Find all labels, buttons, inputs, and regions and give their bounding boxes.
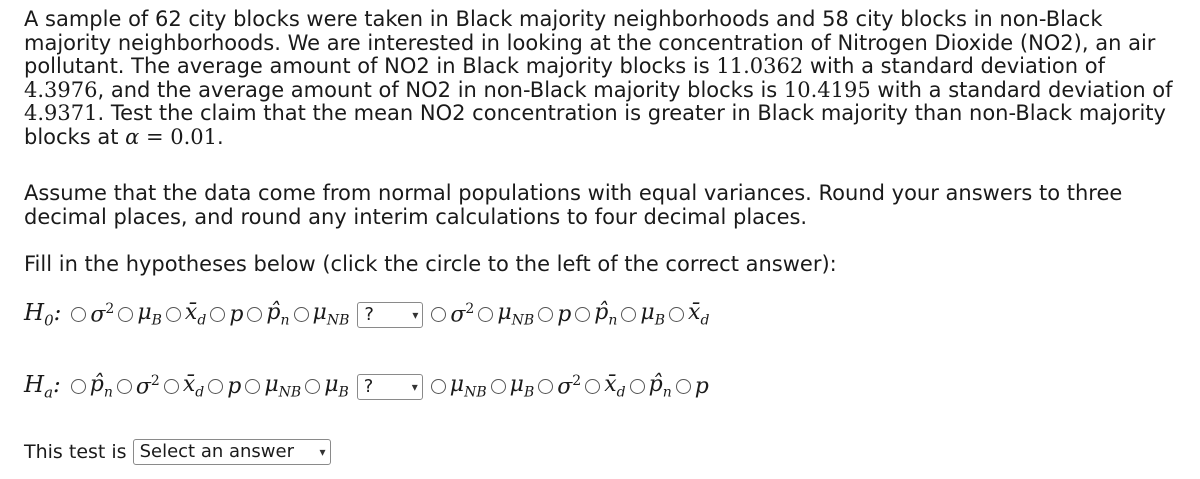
ha-operator-select[interactable] xyxy=(357,374,423,400)
hypothesis-option[interactable] xyxy=(429,372,487,400)
hypothesis-option[interactable] xyxy=(206,374,241,399)
option-symbol: $\sigma^2$ xyxy=(90,301,115,328)
mean-black: 11.0362 xyxy=(716,54,804,78)
option-symbol: $\mu_{NB}$ xyxy=(264,372,302,401)
option-symbol: $p̂_n$ xyxy=(266,300,290,329)
option-symbol: $x̄_d$ xyxy=(184,300,207,329)
hypothesis-option[interactable] xyxy=(476,300,534,328)
instruction-text: Fill in the hypotheses below (click the circle to the left of the correct answer): xyxy=(24,252,837,276)
chevron-down-icon: ▾ xyxy=(319,444,326,459)
hypothesis-option[interactable] xyxy=(573,300,617,328)
option-symbol: $\mu_B$ xyxy=(324,372,349,401)
ha-operator-value: ? xyxy=(363,376,374,397)
option-symbol: p xyxy=(227,373,242,399)
problem-text: A sample of 62 city blocks were taken in Black majority neighborhoods and 58 city blocks in non-Black majority neighborhoods. We are interested in looking at the concentration of Nitrogen Dioxide (NO2), an air pollutant. The average amount of NO2 in Black majority blocks is xyxy=(24,7,1156,78)
null-hypothesis-row xyxy=(24,297,1184,333)
option-symbol: $x̄_d$ xyxy=(604,372,626,401)
chevron-down-icon: ▾ xyxy=(412,307,419,322)
hypothesis-option[interactable] xyxy=(536,373,581,399)
mean-nonblack: 10.4195 xyxy=(783,77,871,102)
radio-circle-icon[interactable] xyxy=(208,379,223,394)
radio-circle-icon[interactable] xyxy=(245,379,260,394)
radio-circle-icon[interactable] xyxy=(538,307,553,322)
ha-right-options xyxy=(429,372,711,400)
hypothesis-option[interactable] xyxy=(116,300,162,328)
radio-circle-icon[interactable] xyxy=(478,307,493,322)
radio-circle-icon[interactable] xyxy=(210,307,225,322)
problem-text: , and the average amount of NO2 in non-Black majority blocks is xyxy=(97,77,784,102)
radio-circle-icon[interactable] xyxy=(575,307,590,322)
test-type-row xyxy=(24,439,1184,465)
alpha-symbol: α xyxy=(125,124,140,149)
option-symbol: $x̄_d$ xyxy=(182,372,205,401)
radio-circle-icon[interactable] xyxy=(676,379,691,394)
hypothesis-option[interactable] xyxy=(69,372,113,400)
option-symbol: p xyxy=(557,301,572,327)
radio-circle-icon[interactable] xyxy=(538,379,553,394)
option-symbol: $\mu_{NB}$ xyxy=(312,300,350,329)
test-type-label: This test is xyxy=(24,440,127,463)
h0-operator-select[interactable] xyxy=(357,302,423,328)
option-symbol: $\sigma^2$ xyxy=(557,373,582,400)
radio-circle-icon[interactable] xyxy=(630,379,645,394)
hypothesis-option[interactable] xyxy=(583,372,625,400)
option-symbol: $p̂_n$ xyxy=(594,300,618,329)
radio-circle-icon[interactable] xyxy=(585,379,600,394)
chevron-down-icon: ▾ xyxy=(411,379,418,394)
radio-circle-icon[interactable] xyxy=(164,379,179,394)
radio-circle-icon[interactable] xyxy=(305,379,320,394)
alt-hypothesis-row xyxy=(24,369,1184,405)
hypothesis-option[interactable] xyxy=(619,300,665,328)
hypothesis-option[interactable] xyxy=(674,374,709,399)
radio-circle-icon[interactable] xyxy=(247,307,262,322)
alpha-value: 0.01 xyxy=(170,124,218,149)
option-symbol: $p̂_n$ xyxy=(648,372,672,401)
hypothesis-option[interactable] xyxy=(292,300,350,328)
problem-statement xyxy=(24,8,1184,149)
problem-text: . xyxy=(217,124,224,149)
test-type-select[interactable] xyxy=(133,439,331,465)
radio-circle-icon[interactable] xyxy=(118,307,133,322)
hypothesis-option[interactable] xyxy=(628,372,672,400)
hypothesis-option[interactable] xyxy=(489,372,535,400)
h0-right-options xyxy=(429,300,711,328)
option-symbol: $\mu_B$ xyxy=(509,372,535,401)
radio-circle-icon[interactable] xyxy=(166,307,181,322)
option-symbol: p xyxy=(694,373,709,399)
hypothesis-option[interactable] xyxy=(69,301,114,327)
option-symbol: $\mu_{NB}$ xyxy=(497,300,535,329)
hypothesis-option[interactable] xyxy=(162,372,204,400)
hypothesis-option[interactable] xyxy=(429,301,474,327)
problem-text: with a standard deviation of xyxy=(870,77,1173,102)
option-symbol: $\sigma^2$ xyxy=(450,301,475,328)
hypothesis-option[interactable] xyxy=(115,373,160,399)
problem-text: . Test the claim that the mean NO2 concentration is greater in Black majority than non-Black majority blocks at xyxy=(24,101,1166,149)
radio-circle-icon[interactable] xyxy=(71,379,86,394)
radio-circle-icon[interactable] xyxy=(491,379,506,394)
h0-left-options xyxy=(69,300,351,328)
h0-operator-value: ? xyxy=(364,304,374,325)
option-symbol: $\mu_B$ xyxy=(137,300,162,329)
hypothesis-option[interactable] xyxy=(164,300,206,328)
alpha-equals: = xyxy=(139,124,171,149)
hypothesis-option[interactable] xyxy=(303,372,349,400)
hypothesis-option[interactable] xyxy=(208,302,243,327)
radio-circle-icon[interactable] xyxy=(117,379,132,394)
radio-circle-icon[interactable] xyxy=(431,379,446,394)
option-symbol: $p̂_n$ xyxy=(89,372,113,401)
hypothesis-option[interactable] xyxy=(536,302,571,327)
radio-circle-icon[interactable] xyxy=(621,307,636,322)
sd-nonblack: 4.9371 xyxy=(24,101,98,125)
hypothesis-option[interactable] xyxy=(243,372,301,400)
problem-text: with a standard deviation of xyxy=(803,54,1105,78)
radio-circle-icon[interactable] xyxy=(431,307,446,322)
option-symbol: $\mu_B$ xyxy=(640,300,666,329)
option-symbol: $\mu_{NB}$ xyxy=(449,372,487,401)
assumption-text: Assume that the data come from normal populations with equal variances. Round your answers to three decimal places, and round any interim calculations to four decimal places. xyxy=(24,181,1123,229)
hypothesis-option[interactable] xyxy=(667,300,709,328)
ha-label: $H_a$: xyxy=(24,371,61,402)
sd-black: 4.3976 xyxy=(24,77,98,102)
ha-left-options xyxy=(69,372,351,400)
test-type-value: Select an answer xyxy=(139,441,295,462)
option-symbol: $\sigma^2$ xyxy=(135,373,160,400)
question-panel xyxy=(24,8,1184,465)
option-symbol: $x̄_d$ xyxy=(688,300,710,329)
radio-circle-icon[interactable] xyxy=(669,307,684,322)
option-symbol: p xyxy=(229,301,244,327)
radio-circle-icon[interactable] xyxy=(294,307,309,322)
radio-circle-icon[interactable] xyxy=(71,307,86,322)
hypothesis-option[interactable] xyxy=(245,300,289,328)
h0-label: $H_0$: xyxy=(24,299,62,330)
